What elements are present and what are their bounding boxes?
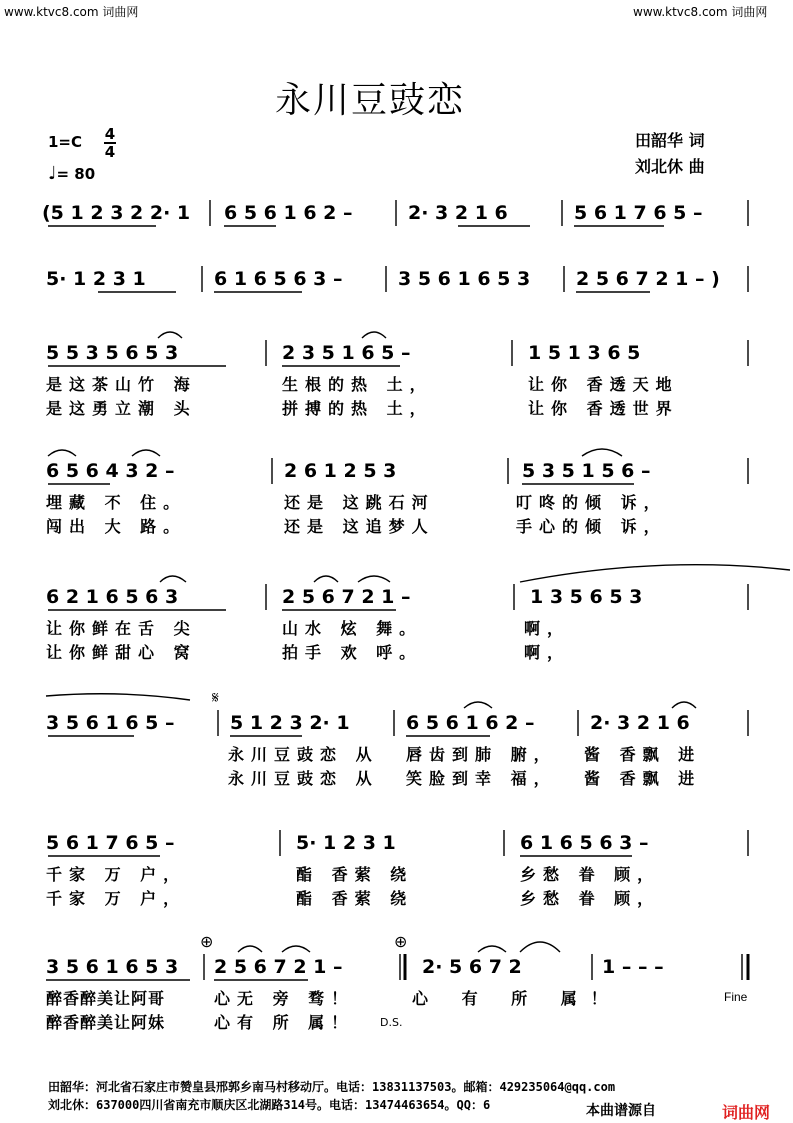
measure: 5· 1 2 3 1 xyxy=(46,268,146,290)
lyric: 还是 这跳石河 xyxy=(284,493,435,512)
time-signature: 4 4 xyxy=(104,125,116,161)
lyric: 拼搏的热 土， xyxy=(282,399,433,418)
measure: 5· 1 2 3 1 xyxy=(296,832,396,854)
measure: 6 1 6 5 6 3 – xyxy=(520,832,649,854)
measure: 6 5 6 1 6 2 – xyxy=(224,202,353,224)
lyric: 拍手 欢 呼。 xyxy=(282,643,423,662)
song-title: 永川豆豉恋 xyxy=(275,80,466,121)
measure: 6 2 1 6 5 6 3 xyxy=(46,586,179,608)
measure: 6 1 6 5 6 3 – xyxy=(214,268,343,290)
source-badge[interactable]: 本曲谱源自 xyxy=(582,1100,660,1120)
site-logo[interactable]: 词曲网 xyxy=(722,1103,771,1122)
lyric: 酯 香萦 绕 xyxy=(296,889,414,908)
lyric: 笑脸到幸 福， xyxy=(406,769,557,788)
measure: 2 5 6 7 2 1 – xyxy=(282,586,411,608)
measure: 3 5 6 1 6 5 – xyxy=(46,712,175,734)
measure: 5 3 5 1 5 6 – xyxy=(522,460,651,482)
measure: 2 3 5 1 6 5 – xyxy=(282,342,411,364)
lyric: 啊， xyxy=(524,619,571,638)
lyric: 啊， xyxy=(524,643,571,662)
lyric: 乡愁 眷 顾， xyxy=(520,889,661,908)
lyric: 生根的热 土， xyxy=(282,375,433,394)
footer-contact-lyricist: 田韶华：河北省石家庄市赞皇县邢郭乡南马村移动厅。电话：13831137503。邮箱：429235064@qq.com xyxy=(48,1080,616,1094)
measure: 5 6 1 7 6 5 – xyxy=(574,202,703,224)
measure: 5 6 1 7 6 5 – xyxy=(46,832,175,854)
measure: 1 3 5 6 5 3 xyxy=(530,586,643,608)
measure: 6 5 6 4 3 2 – xyxy=(46,460,175,482)
measure: 2 6 1 2 5 3 xyxy=(284,460,397,482)
lyric: 心有 所 属！ xyxy=(214,1013,355,1032)
lyric: 是这茶山竹 海 xyxy=(46,375,197,394)
lyric: 埋藏 不 住。 xyxy=(46,493,187,512)
measure: 2· 3 2 1 6 xyxy=(408,202,508,224)
measure: 5 1 2 3 2· 1 xyxy=(230,712,350,734)
measure: 3 5 6 1 6 5 3 xyxy=(398,268,531,290)
lyric: 乡愁 眷 顾， xyxy=(520,865,661,884)
fine-marking: Fine xyxy=(724,990,748,1004)
measure: 1 – – – xyxy=(602,956,664,978)
lyric: 叮咚的倾 诉， xyxy=(516,493,667,512)
measure: 2 5 6 7 2 1 – ) xyxy=(576,268,720,290)
measure: 3 5 6 1 6 5 3 xyxy=(46,956,179,978)
lyric: 让你鲜在舌 尖 xyxy=(46,619,197,638)
lyric: 是这勇立潮 头 xyxy=(46,399,197,418)
lyric: 让你 香透天地 xyxy=(528,375,679,394)
coda-icon: ⊕ xyxy=(394,932,408,951)
lyric: 永川豆豉恋 从 xyxy=(228,769,379,788)
composer: 刘北休 曲 xyxy=(635,157,705,176)
measure: 2· 3 2 1 6 xyxy=(590,712,690,734)
segno-icon: 𝄋 xyxy=(212,688,219,707)
measure: 5 5 3 5 6 5 3 xyxy=(46,342,179,364)
lyric: 永川豆豉恋 从 xyxy=(228,745,379,764)
watermark-left[interactable]: www.ktvc8.com 词曲网 xyxy=(4,5,139,19)
lyric: 让你 香透世界 xyxy=(528,399,679,418)
measure: (5 1 2 3 2 2· 1 xyxy=(42,202,191,224)
lyric: 酯 香萦 绕 xyxy=(296,865,414,884)
lyric: 还是 这追梦人 xyxy=(284,517,435,536)
lyric: 心无 旁 骛！ xyxy=(214,989,355,1008)
coda-icon: ⊕ xyxy=(200,932,214,951)
lyricist: 田韶华 词 xyxy=(635,131,705,150)
lyric: 山水 炫 舞。 xyxy=(282,619,423,638)
tempo-marking: ♩= 80 xyxy=(48,163,96,184)
quarter-note-icon: ♩ xyxy=(48,163,57,184)
lyric: 唇齿到肺 腑， xyxy=(406,745,557,764)
lyric: 闯出 大 路。 xyxy=(46,517,187,536)
measure: 2· 5 6 7 2 xyxy=(422,956,522,978)
lyric: 手心的倾 诉， xyxy=(516,517,667,536)
lyric: 醉香醉美让阿哥 xyxy=(46,989,166,1008)
lyric: 千家 万 户， xyxy=(46,889,187,908)
ds-marking: D.S. xyxy=(380,1016,403,1029)
footer-contact-composer: 刘北休：637000四川省南充市顺庆区北湖路314号。电话：13474463654。QQ：6 xyxy=(48,1098,491,1112)
measure: 6 5 6 1 6 2 – xyxy=(406,712,535,734)
key-signature: 1=C xyxy=(48,133,83,151)
measure: 1 5 1 3 6 5 xyxy=(528,342,641,364)
measure: 2 5 6 7 2 1 – xyxy=(214,956,343,978)
lyric: 千家 万 户， xyxy=(46,865,187,884)
lyric: 让你鲜甜心 窝 xyxy=(46,643,197,662)
watermark-right[interactable]: www.ktvc8.com 词曲网 xyxy=(633,5,768,19)
lyric: 醉香醉美让阿妹 xyxy=(46,1013,166,1032)
lyric: 心 有 所 属！ xyxy=(412,989,621,1008)
lyric: 酱 香飘 进 xyxy=(584,745,702,764)
lyric: 酱 香飘 进 xyxy=(584,769,702,788)
